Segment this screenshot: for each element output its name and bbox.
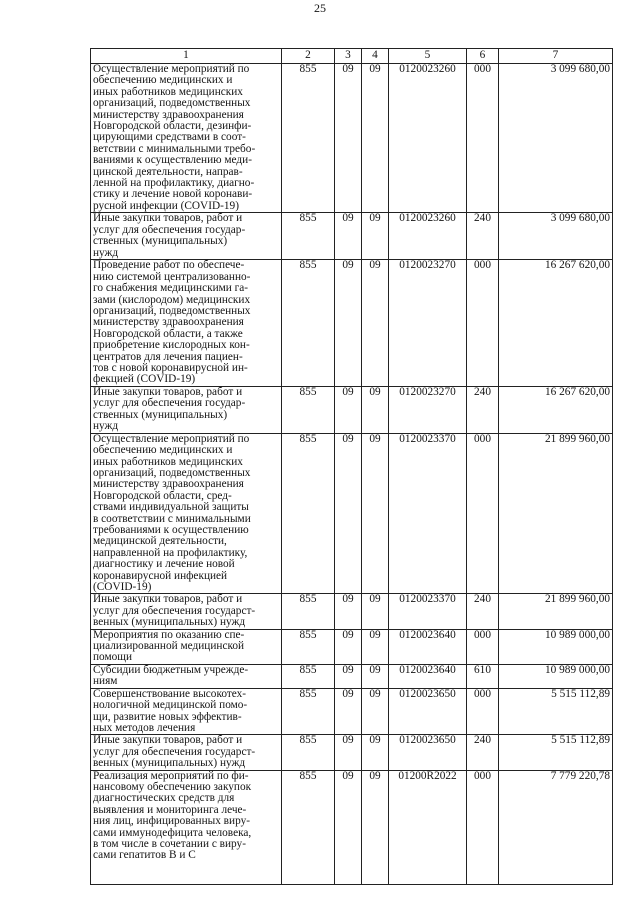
section-code-cell: 09	[335, 664, 362, 688]
expense-name-line: выявления и мониторинга лече-	[93, 803, 247, 816]
expense-name-line: нию системой централизованно-	[93, 270, 251, 283]
expense-type-cell: 240	[467, 735, 499, 770]
expense-name-line: циализированной медицинской	[93, 640, 245, 653]
expense-name-line: обеспечению медицинских и	[93, 74, 233, 87]
column-header-3: 3	[335, 49, 362, 64]
target-article-cell: 0120023650	[389, 688, 467, 735]
expense-name-line: диагностических средств для	[93, 792, 235, 805]
expense-type-cell: 240	[467, 386, 499, 433]
section-code-cell: 09	[335, 386, 362, 433]
expense-name-line: министерству здравоохранения	[93, 316, 244, 329]
subsection-code-cell: 09	[362, 770, 389, 884]
amount-cell: 7 779 220,78	[499, 770, 613, 884]
expense-name-line: венных (муниципальных) нужд	[93, 616, 246, 629]
grbs-code-cell: 855	[282, 594, 335, 629]
expense-name-line: помощи	[93, 651, 133, 664]
expense-type-cell: 240	[467, 213, 499, 260]
expense-name-line: Новгородской области, а также	[93, 327, 243, 340]
expense-name-line: приобретение кислородных кон-	[93, 339, 250, 352]
expense-name-line: Мероприятия по оказанию спе-	[93, 628, 245, 641]
section-code-cell: 09	[335, 629, 362, 664]
expense-name-line: Реализация мероприятий по фи-	[93, 769, 249, 782]
expense-name-line: ственных (муниципальных)	[93, 235, 228, 248]
expense-name-line: венных (муниципальных) нужд	[93, 757, 246, 770]
expense-name-cell	[91, 260, 282, 386]
expense-name-line: цинской деятельности, направ-	[93, 165, 243, 178]
expense-type-cell: 000	[467, 64, 499, 213]
expense-name-line: сами гепатитов В и С	[93, 849, 196, 862]
expense-name-line: русной инфекции (COVID-19)	[93, 199, 239, 212]
expense-type-cell: 000	[467, 433, 499, 594]
column-header-5: 5	[389, 49, 467, 64]
amount-cell: 3 099 680,00	[499, 213, 613, 260]
expense-name-line: Осуществление мероприятий по	[93, 432, 250, 445]
table-row	[91, 594, 613, 629]
grbs-code-cell: 855	[282, 64, 335, 213]
expense-name-line: Иные закупки товаров, работ и	[93, 212, 243, 225]
expense-name-line: фекцией (COVID-19)	[93, 373, 196, 386]
expense-name-line: нужд	[93, 246, 119, 259]
target-article-cell: 0120023370	[389, 433, 467, 594]
target-article-cell: 0120023370	[389, 594, 467, 629]
section-code-cell: 09	[335, 260, 362, 386]
column-header-7: 7	[499, 49, 613, 64]
expense-name-line: в том числе в сочетании с виру-	[93, 837, 246, 850]
table-body	[91, 64, 613, 885]
target-article-cell: 0120023650	[389, 735, 467, 770]
expense-name-line: Проведение работ по обеспече-	[93, 259, 245, 272]
expense-name-line: щи, развитие новых эффектив-	[93, 710, 242, 723]
subsection-code-cell: 09	[362, 433, 389, 594]
target-article-cell: 0120023640	[389, 664, 467, 688]
expense-name-line: Совершенствование высокотех-	[93, 687, 247, 700]
expense-name-line: Новгородской области, сред-	[93, 489, 232, 502]
expense-name-cell	[91, 770, 282, 884]
budget-table	[90, 48, 613, 885]
expense-name-cell	[91, 433, 282, 594]
target-article-cell: 0120023270	[389, 386, 467, 433]
grbs-code-cell: 855	[282, 629, 335, 664]
expense-name-line: ния лиц, инфицированных виру-	[93, 815, 250, 828]
expense-name-line: Иные закупки товаров, работ и	[93, 593, 243, 606]
grbs-code-cell: 855	[282, 664, 335, 688]
table-row	[91, 688, 613, 735]
column-number-row	[91, 49, 613, 64]
section-code-cell: 09	[335, 735, 362, 770]
table-row	[91, 213, 613, 260]
subsection-code-cell: 09	[362, 64, 389, 213]
expense-name-line: обеспечению медицинских и	[93, 444, 233, 457]
expense-name-line: (COVID-19)	[93, 581, 152, 594]
expense-name-line: организаций, подведомственных	[93, 97, 251, 110]
amount-cell: 10 989 000,00	[499, 664, 613, 688]
expense-name-cell	[91, 664, 282, 688]
expense-type-cell: 000	[467, 260, 499, 386]
section-code-cell: 09	[335, 594, 362, 629]
table-row	[91, 664, 613, 688]
column-header-4: 4	[362, 49, 389, 64]
expense-name-line: Иные закупки товаров, работ и	[93, 734, 243, 747]
subsection-code-cell: 09	[362, 260, 389, 386]
section-code-cell: 09	[335, 213, 362, 260]
expense-name-cell	[91, 735, 282, 770]
target-article-cell: 0120023640	[389, 629, 467, 664]
expense-name-line: Субсидии бюджетным учрежде-	[93, 663, 249, 676]
expense-name-line: медицинской деятельности,	[93, 535, 227, 548]
expense-type-cell: 000	[467, 770, 499, 884]
expense-name-line: организаций, подведомственных	[93, 466, 251, 479]
table-row	[91, 629, 613, 664]
section-code-cell: 09	[335, 433, 362, 594]
expense-name-line: ветствии с минимальными требо-	[93, 142, 256, 155]
expense-name-line: министерству здравоохранения	[93, 478, 244, 491]
target-article-cell: 0120023260	[389, 213, 467, 260]
grbs-code-cell: 855	[282, 735, 335, 770]
expense-name-line: ваниями к осуществлению меди-	[93, 154, 252, 167]
expense-name-line: центратов для лечения пациен-	[93, 350, 243, 363]
table-row	[91, 770, 613, 884]
subsection-code-cell: 09	[362, 594, 389, 629]
expense-name-line: Новгородской области, дезинфи-	[93, 120, 252, 133]
section-code-cell: 09	[335, 688, 362, 735]
amount-cell: 16 267 620,00	[499, 260, 613, 386]
expense-name-line: направленной на профилактику,	[93, 546, 248, 559]
expense-name-cell	[91, 213, 282, 260]
amount-cell: 10 989 000,00	[499, 629, 613, 664]
expense-name-line: услуг для обеспечения государ-	[93, 223, 246, 236]
expense-name-line: услуг для обеспечения государст-	[93, 604, 256, 617]
subsection-code-cell: 09	[362, 688, 389, 735]
expense-name-line: ствами индивидуальной защиты	[93, 501, 249, 514]
expense-name-line: организаций, подведомственных	[93, 304, 251, 317]
target-article-cell: 0120023260	[389, 64, 467, 213]
expense-name-line: иных работников медицинских	[93, 85, 243, 98]
grbs-code-cell: 855	[282, 386, 335, 433]
table-row	[91, 386, 613, 433]
amount-cell: 3 099 680,00	[499, 64, 613, 213]
amount-cell: 5 515 112,89	[499, 688, 613, 735]
expense-name-line: го снабжения медицинскими га-	[93, 282, 249, 295]
target-article-cell: 0120023270	[389, 260, 467, 386]
amount-cell: 5 515 112,89	[499, 735, 613, 770]
grbs-code-cell: 855	[282, 213, 335, 260]
expense-name-line: ленной на профилактику, диагно-	[93, 177, 255, 190]
expense-name-line: услуг для обеспечения государ-	[93, 397, 246, 410]
table-row	[91, 735, 613, 770]
expense-type-cell: 000	[467, 629, 499, 664]
expense-name-cell	[91, 688, 282, 735]
amount-cell: 21 899 960,00	[499, 594, 613, 629]
expense-name-line: Иные закупки товаров, работ и	[93, 385, 243, 398]
target-article-cell: 01200R2022	[389, 770, 467, 884]
subsection-code-cell: 09	[362, 213, 389, 260]
expense-name-line: зами (кислородом) медицинских	[93, 293, 251, 306]
subsection-code-cell: 09	[362, 629, 389, 664]
expense-name-cell	[91, 629, 282, 664]
amount-cell: 16 267 620,00	[499, 386, 613, 433]
grbs-code-cell: 855	[282, 770, 335, 884]
expense-name-line: диагностику и лечение новой	[93, 558, 235, 571]
expense-name-line: Осуществление мероприятий по	[93, 63, 250, 75]
column-header-2: 2	[282, 49, 335, 64]
expense-name-line: услуг для обеспечения государст-	[93, 745, 256, 758]
table-row	[91, 64, 613, 213]
column-header-1: 1	[91, 49, 282, 64]
amount-cell: 21 899 960,00	[499, 433, 613, 594]
expense-name-line: коронавирусной инфекцией	[93, 569, 228, 582]
expense-type-cell: 240	[467, 594, 499, 629]
subsection-code-cell: 09	[362, 735, 389, 770]
expense-name-line: стику и лечение новой коронави-	[93, 188, 253, 201]
section-code-cell: 09	[335, 64, 362, 213]
expense-name-line: цирующими средствами в соот-	[93, 131, 246, 144]
column-header-6: 6	[467, 49, 499, 64]
expense-name-cell	[91, 386, 282, 433]
expense-name-line: нужд	[93, 419, 119, 432]
expense-name-line: ственных (муниципальных)	[93, 408, 228, 421]
expense-type-cell: 610	[467, 664, 499, 688]
expense-name-line: в соответствии с минимальными	[93, 512, 251, 525]
subsection-code-cell: 09	[362, 386, 389, 433]
expense-name-line: нологичной медицинской помо-	[93, 699, 248, 712]
expense-name-line: тов с новой коронавирусной ин-	[93, 361, 248, 374]
expense-name-line: иных работников медицинских	[93, 455, 243, 468]
expense-name-line: ниям	[93, 675, 118, 688]
expense-name-line: требованиями к осуществлению	[93, 524, 249, 536]
expense-type-cell: 000	[467, 688, 499, 735]
page-number: 25	[314, 1, 326, 15]
expense-name-line: сами иммунодефицита человека,	[93, 826, 252, 839]
grbs-code-cell: 855	[282, 433, 335, 594]
expense-name-line: нансовому обеспечению закупок	[93, 780, 252, 793]
table-row	[91, 260, 613, 386]
expense-name-cell	[91, 594, 282, 629]
grbs-code-cell: 855	[282, 688, 335, 735]
subsection-code-cell: 09	[362, 664, 389, 688]
expense-name-line: министерству здравоохранения	[93, 108, 244, 121]
expense-name-line: ных методов лечения	[93, 721, 196, 734]
grbs-code-cell: 855	[282, 260, 335, 386]
expense-name-cell	[91, 64, 282, 213]
section-code-cell: 09	[335, 770, 362, 884]
table-row	[91, 433, 613, 594]
